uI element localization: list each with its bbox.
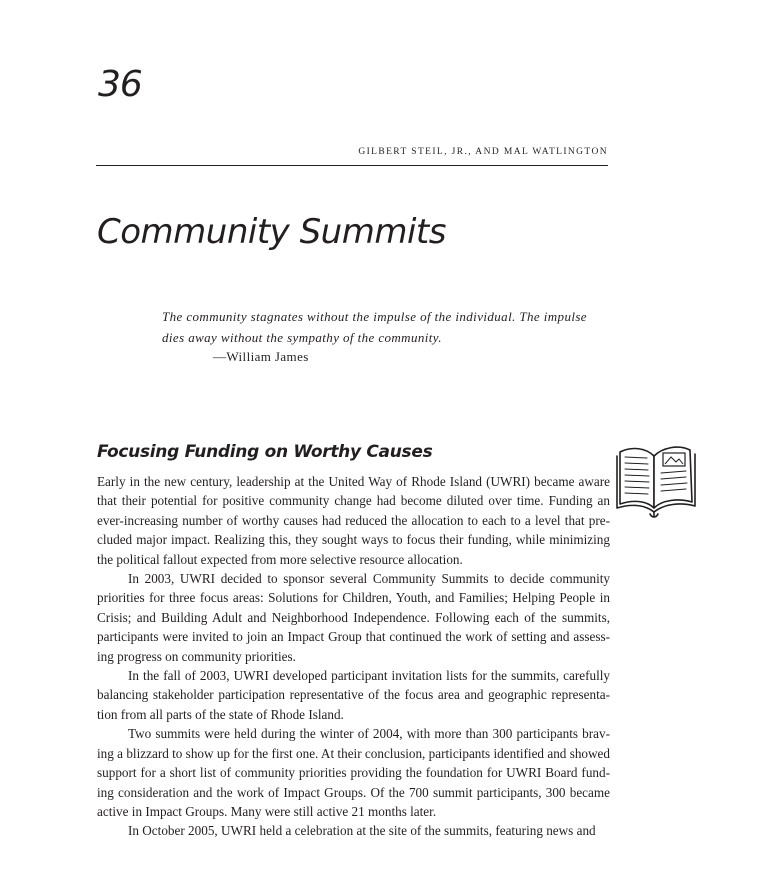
paragraph: In 2003, UWRI decided to sponsor several Community Summits to decide community priorities for three focus areas: Solutions for Children, Youth, and Families; Helping People in Crisis; and Building Adult and Neighborhood Independence. Following each of the summits, participants were invited to join an Impact Group that continued the work of setting and assess-ing progress on community priorities. (97, 571, 610, 664)
open-book-icon (614, 442, 698, 518)
page-number: 36 (98, 64, 142, 105)
epigraph-quote: The community stagnates without the impulse of the individual. The impulse dies away without the sympathy of the community. (162, 309, 587, 345)
paragraph: Two summits were held during the winter of 2004, with more than 300 participants brav-ing a blizzard to show up for the first one. At their conclusion, participants identified and showed support for a short list of community priorities providing the foundation for UWRI Board fund-ing consideration and the work of Impact Groups. Of the 700 summit participants, 300 became active in Impact Groups. Many were still active 21 months later. (97, 726, 610, 819)
epigraph-attribution: —William James (213, 349, 309, 364)
running-head: GILBERT STEIL, JR., AND MAL WATLINGTON (358, 147, 608, 157)
paragraph: Early in the new century, leadership at the United Way of Rhode Island (UWRI) became aware that their potential for positive community change had become diluted over time. Funding an ever-increasing number of worthy causes had reduced the allocation to each to a level that pre-cluded major impact. Realizing this, they sought ways to focus their funding, while minimizing the political fallout expected from more selective resource allocation. (97, 474, 610, 567)
body-text (97, 472, 610, 841)
section-heading: Focusing Funding on Worthy Causes (97, 442, 433, 462)
paragraph: In October 2005, UWRI held a celebration at the site of the summits, featuring news and (128, 823, 596, 839)
header-rule (96, 165, 608, 166)
paragraph: In the fall of 2003, UWRI developed participant invitation lists for the summits, carefully balancing stakeholder participation representative of the focus area and geographic representa-tion from all parts of the state of Rhode Island. (97, 668, 610, 722)
chapter-title: Community Summits (97, 212, 446, 252)
